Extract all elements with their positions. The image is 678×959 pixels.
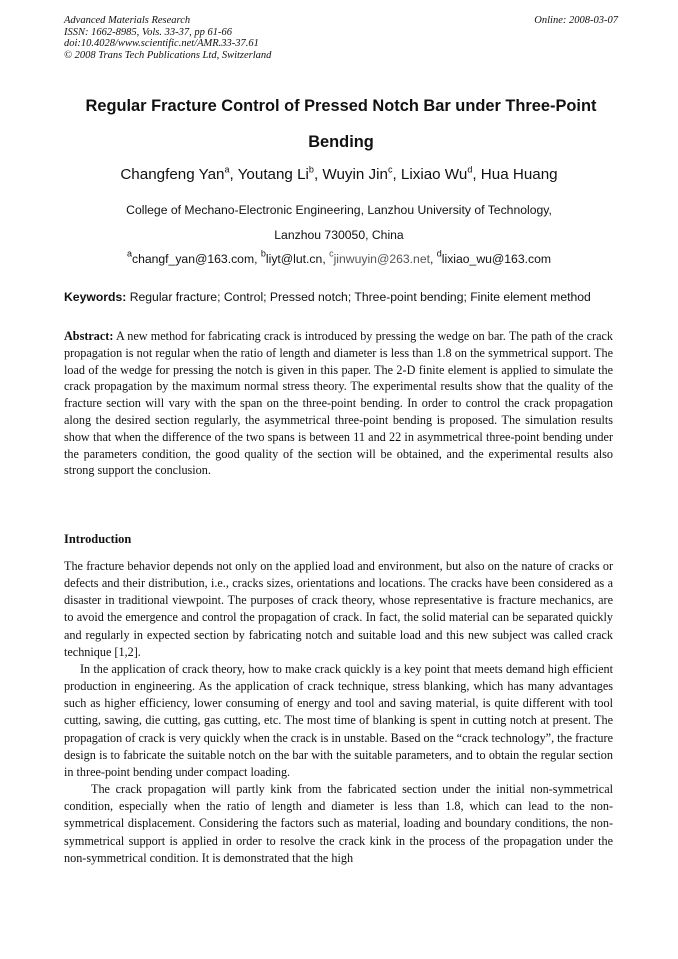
author-name: Lixiao Wu [400,166,468,183]
author-affil-mark: a [224,164,230,175]
affiliation-line-1: College of Mechano-Electronic Engineering, Lanzhou University of Technology, [126,203,552,217]
email-mark: b [260,248,266,259]
author-affil-mark: d [467,164,473,175]
keywords-text: Regular fracture; Control; Pressed notch; Three-point bending; Finite element method [129,290,591,304]
author-list: Changfeng Yan$^a$, Youtang Li$^b$, Wuyin Jin$^c$, Lixiao Wu$^d$, Hua Huang [120,164,558,183]
paper-title: Regular Fracture Control of Pressed Notch Bar under Three-Point Bending [85,97,597,151]
abstract-text: A new method for fabricating crack is introduced by pressing the wedge on bar. The path of the crack propagation is not regular when the ratio of length and diameter is less than 1.8 on the symmetrical support. The load of the wedge for pressing the notch is given in this paper. The 2-D finite element is applied to simulate the crack propagation by the maximum normal stress theory. The experimental results show that the quality of the fracture section will vary with the span on the three-point bending. In order to control the crack propagation along the desired section regularly, the asymmetrical three-point bending is proposed. The simulation results show that when the difference of the two spans is between 11 and 22 in asymmetrical three-point bending under the parameters condition, the good quality of the section will be obtained, and the experimental results also strong support the conclusion. [64,329,613,478]
author-affil-mark: b [308,164,314,175]
journal-copyright: © 2008 Trans Tech Publications Ltd, Switzerland [64,49,272,61]
author-affil-mark: c [387,164,393,175]
section-heading-introduction: Introduction [64,532,132,546]
paragraph: In the application of crack theory, how to make crack quickly is a key point that meets demand high efficient production in engineering. As the application of crack technique, stress blanking, which has many advantages such as higher efficiency, lower consuming of energy and tool and saving material, is quite different with tool cutting, sawing, die cutting, gas cutting, etc. The most time of blanking is spent in cutting notch at present. The propagation of crack is very quickly when the crack is in unstable. Based on the “crack technology”, the fracture design is to fabricate the suitable notch on the bar with the suitable parameters, and to obtain the regular section in three-point bending under compact loading. [64,661,613,779]
keywords-label: Keywords: [64,290,127,304]
email-address[interactable]: changf_yan@163.com [131,252,255,266]
author-name: Wuyin Jin [322,166,388,183]
abstract-label: Abstract: [64,329,114,343]
paragraph: The crack propagation will partly kink from the fabricated section under the initial non-symmetrical condition, especially when the ratio of length and diameter is less than 1.8, which can lead to the non-symmetrical displacement. Considering the factors such as material, loading and boundary conditions, the non-symmetrical support is applied in order to resolve the crack kink in the process of the propagation under the non-symmetrical condition. It is demonstrated that the high [64,782,613,865]
journal-name: Advanced Materials Research [64,15,191,26]
abstract [64,328,613,479]
author-name: Changfeng Yan [120,166,225,183]
journal-header [64,15,618,61]
introduction-body [64,558,613,867]
author-name: Hua Huang [480,166,558,183]
email-mark: a [126,248,132,259]
email-mark: d [436,248,442,259]
email-address[interactable]: jinwuyin@263.net [333,252,430,266]
keywords [64,290,624,304]
journal-issn: ISSN: 1662-8985, Vols. 33-37, pp 61-66 [64,26,232,38]
author-name: Youtang Li [237,166,309,183]
online-date: Online: 2008-03-07 [534,15,618,26]
email-list: $^a$changf_yan@163.com, $^b$liyt@lut.cn, $^c$jinwuyin@263.net, $^d$lixiao_wu@163.com [126,248,552,266]
email-mark: c [329,248,334,259]
email-address[interactable]: liyt@lut.cn [265,252,323,266]
email-address[interactable]: lixiao_wu@163.com [441,252,552,266]
paragraph: The fracture behavior depends not only on the applied load and environment, but also on the nature of cracks or defects and their distribution, i.e., cracks sizes, orientations and locations. The cracks have been considered as a disaster in traditional viewpoint. The purposes of crack theory, whose representative is fracture mechanics, are to avoid the emergence and control the propagation of crack. In fact, the solid material can be separated quickly and regularly in expected section by fabricating notch and suitable load and this new subject was called crack technique [1,2]. [64,559,613,659]
journal-doi: doi:10.4028/www.scientific.net/AMR.33-37.61 [64,38,259,50]
affiliation-line-2: Lanzhou 730050, China [274,228,404,242]
